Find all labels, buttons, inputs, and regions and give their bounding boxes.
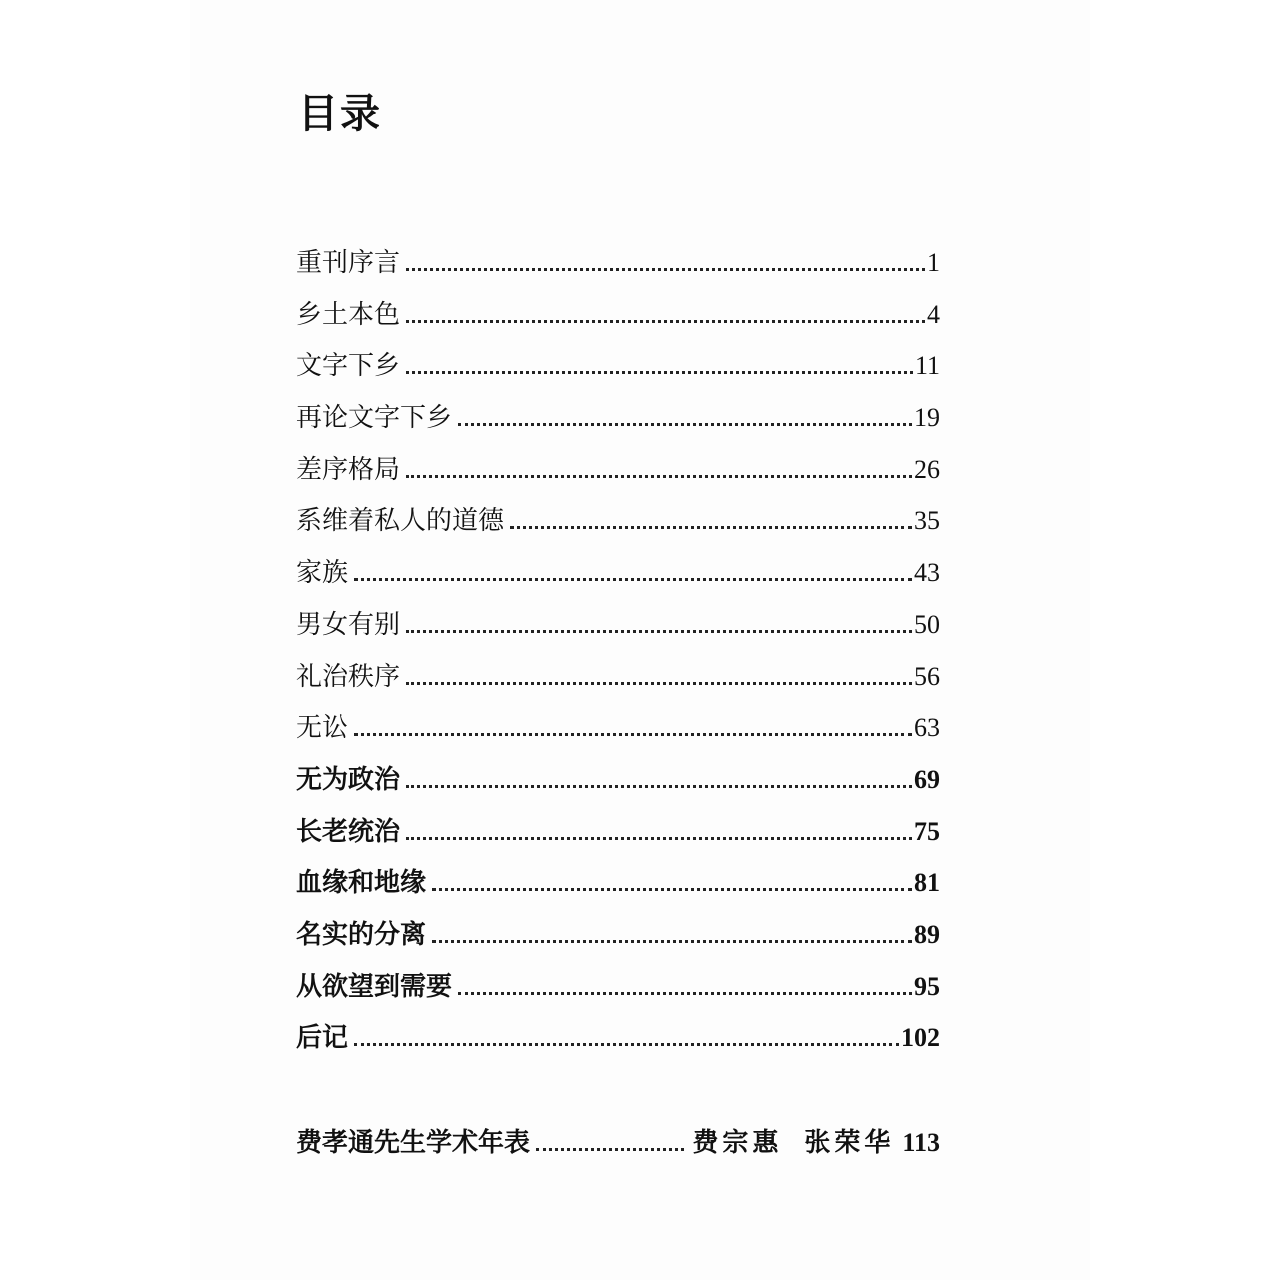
toc-entry	[296, 604, 940, 656]
toc-entry-title: 重刊序言	[296, 248, 401, 278]
toc-entry	[296, 552, 940, 604]
toc-entry	[296, 345, 940, 397]
appendix-author: 张荣华	[804, 1128, 895, 1158]
dot-leader	[432, 940, 912, 943]
toc-entry	[296, 707, 940, 759]
dot-leader	[406, 630, 912, 633]
toc-entry	[296, 811, 940, 863]
toc-entry-page: 4	[927, 299, 940, 329]
appendix-authors	[684, 1122, 900, 1159]
toc-entry-title: 长老统治	[296, 816, 401, 847]
toc-entry	[296, 966, 940, 1018]
toc-entry-title: 无为政治	[296, 764, 401, 795]
toc-entry-title: 礼治秩序	[296, 661, 401, 692]
dot-leader	[406, 371, 913, 374]
toc-entry	[296, 656, 940, 708]
toc-entry	[296, 397, 940, 449]
toc-entry	[296, 242, 940, 294]
toc-entry-title: 家族	[296, 558, 349, 589]
toc-entry-page: 69	[914, 764, 940, 794]
toc-entry-title: 差序格局	[296, 454, 401, 485]
toc-entry-page: 11	[914, 351, 940, 381]
toc-entry-title: 后记	[296, 1023, 349, 1054]
toc-entry-page: 89	[914, 919, 940, 949]
dot-leader	[406, 682, 912, 685]
dot-leader	[406, 475, 912, 478]
appendix-title: 费孝通先生学术年表	[296, 1128, 531, 1158]
dot-leader	[510, 526, 912, 529]
toc-entry-title: 血缘和地缘	[296, 868, 427, 899]
toc-entry	[296, 914, 940, 966]
dot-leader	[536, 1148, 684, 1151]
toc-entry	[296, 862, 940, 914]
toc-entry-title: 男女有别	[296, 609, 401, 640]
toc-entry-page: 26	[914, 454, 940, 484]
toc-entry-page: 50	[914, 609, 940, 639]
toc-entry-title: 从欲望到需要	[296, 971, 453, 1002]
toc-entry-title: 再论文字下乡	[296, 403, 453, 434]
toc-entry-title: 系维着私人的道德	[296, 506, 505, 537]
toc-entry-title: 名实的分离	[296, 919, 427, 950]
toc-entry-page: 43	[914, 558, 940, 588]
toc-entry-page: 102	[901, 1023, 940, 1053]
toc-entry-page: 75	[914, 816, 940, 846]
appendix-page: 113	[902, 1128, 940, 1157]
toc-entry	[296, 500, 940, 552]
toc-entry-title: 无讼	[296, 713, 349, 744]
toc-entry-page: 19	[914, 403, 940, 433]
dot-leader	[406, 320, 925, 323]
appendix-entry	[296, 1122, 940, 1174]
toc-entry-page: 1	[927, 248, 940, 277]
toc-entry-page: 81	[914, 868, 940, 898]
dot-leader	[406, 268, 925, 271]
toc-entry-title: 文字下乡	[296, 351, 401, 382]
dot-leader	[354, 733, 912, 736]
toc-entry	[296, 294, 940, 346]
page-title: 目录	[298, 90, 382, 137]
table-of-contents	[296, 242, 940, 1069]
toc-entry-page: 63	[914, 713, 940, 743]
dot-leader	[354, 578, 912, 581]
dot-leader	[458, 992, 912, 995]
dot-leader	[432, 888, 912, 891]
toc-entry-title: 乡土本色	[296, 299, 401, 330]
dot-leader	[354, 1043, 899, 1046]
toc-entry-page: 35	[914, 506, 940, 536]
toc-entry	[296, 449, 940, 501]
dot-leader	[406, 837, 912, 840]
toc-entry	[296, 1017, 940, 1069]
appendix-author: 费宗惠	[692, 1128, 783, 1158]
dot-leader	[406, 785, 912, 788]
toc-entry	[296, 759, 940, 811]
dot-leader	[458, 423, 912, 426]
toc-entry-page: 56	[914, 661, 940, 691]
toc-entry-page: 95	[914, 971, 940, 1001]
